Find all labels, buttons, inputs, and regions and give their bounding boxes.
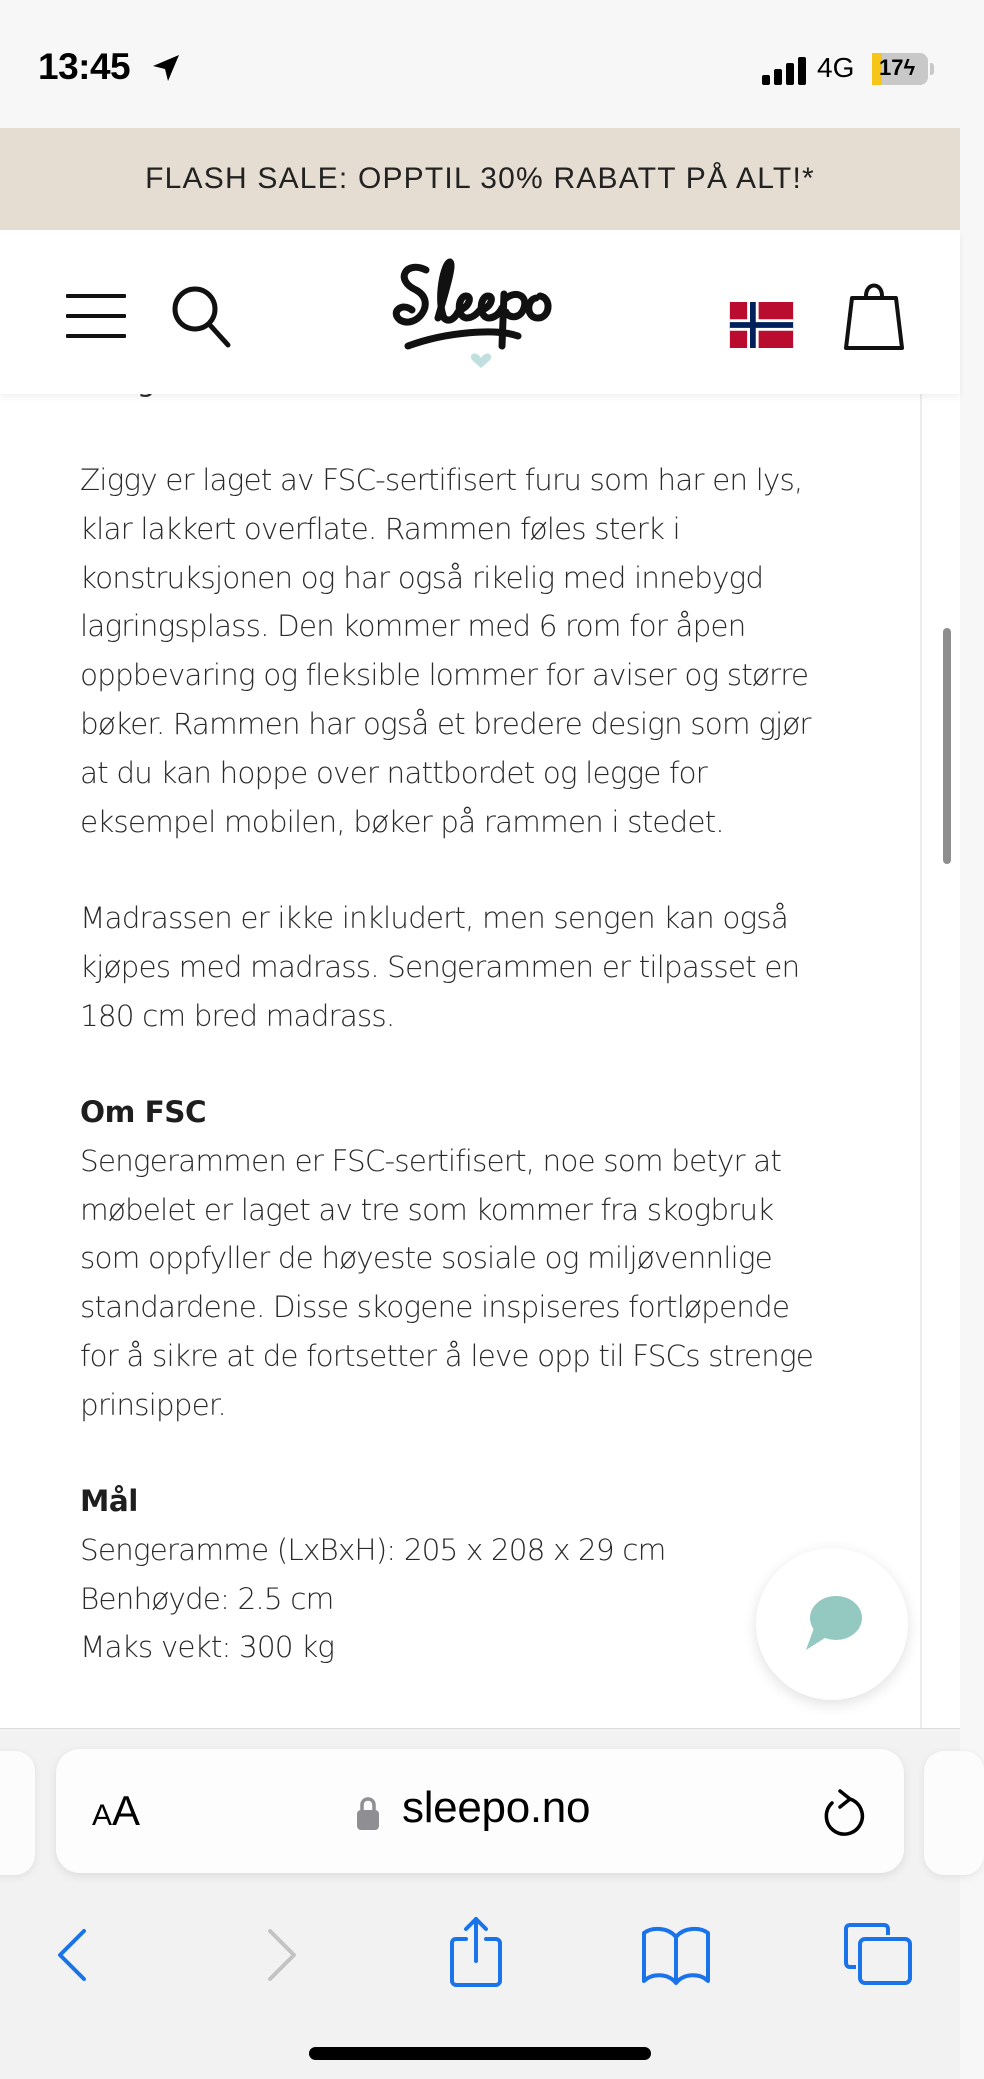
lock-icon <box>356 1795 380 1831</box>
search-icon[interactable] <box>168 282 234 348</box>
hamburger-menu-icon[interactable] <box>66 294 126 338</box>
status-bar <box>0 0 960 128</box>
promo-text: FLASH SALE: OPPTIL 30% RABATT PÅ ALT!* <box>145 162 815 195</box>
text-line: som oppfyller de høyeste sosiale og miljøvennlige <box>80 1241 772 1276</box>
cellular-signal-icon <box>762 57 806 85</box>
text-line: bøker. Rammen har også et bredere design som gjør <box>80 706 811 741</box>
dimension-leg-height: Benhøyde: 2.5 cm <box>80 1581 334 1616</box>
text-line: 180 cm bred madrass. <box>80 998 395 1033</box>
shopping-bag-icon[interactable] <box>842 276 906 352</box>
battery-nub <box>930 63 934 75</box>
text-line: for å sikre at de fortsetter å leve opp til FSCs strenge <box>80 1338 813 1373</box>
url-text: sleepo.no <box>402 1783 591 1832</box>
chevron-right-icon[interactable] <box>262 1927 302 1983</box>
dimension-max-weight: Maks vekt: 300 kg <box>80 1630 335 1665</box>
home-indicator[interactable] <box>309 2047 651 2060</box>
text-line: oppbevaring og fleksible lommer for aviser og større <box>80 658 809 693</box>
battery-icon <box>872 53 928 85</box>
fsc-section <box>80 1088 900 1430</box>
description-paragraph-2 <box>80 894 900 1040</box>
book-icon[interactable] <box>640 1925 712 1985</box>
promo-banner[interactable] <box>0 128 960 230</box>
right-gutter <box>922 394 960 1728</box>
address-bar[interactable] <box>56 1749 904 1873</box>
chat-bubble-icon <box>800 1592 864 1656</box>
product-description <box>0 394 920 1728</box>
text-line: eksempel mobilen, bøker på rammen i stedet. <box>80 804 724 839</box>
battery-level: 17ϟ <box>879 55 916 80</box>
text-line: klar lakkert overflate. Rammen føles sterk i <box>80 511 680 546</box>
tabs-icon[interactable] <box>842 1921 914 1987</box>
text-line: standardene. Disse skogene inspiseres fortløpende <box>80 1290 790 1325</box>
reload-icon[interactable] <box>820 1787 866 1839</box>
status-time: 13:45 <box>38 46 131 87</box>
text-line: Ziggy er laget av FSC-sertifisert furu som har en lys, <box>80 463 803 497</box>
scrollbar[interactable] <box>943 628 951 864</box>
text-line: møbelet er laget av tre som kommer fra skogbruk <box>80 1192 774 1227</box>
site-header <box>0 230 960 394</box>
text-line: lagringsplass. Den kommer med 6 rom for åpen <box>80 609 746 644</box>
text-line: at du kan hoppe over nattbordet og legge for <box>80 755 707 790</box>
safari-bottom-bar <box>0 1728 960 2079</box>
chevron-left-icon[interactable] <box>52 1927 92 1983</box>
norway-flag-icon[interactable] <box>729 302 794 348</box>
sleepo-logo[interactable] <box>386 250 576 372</box>
next-tab-peek[interactable] <box>924 1751 984 1875</box>
safari-toolbar <box>0 1901 960 2001</box>
location-arrow-icon <box>150 52 182 84</box>
share-icon[interactable] <box>448 1915 504 1989</box>
chat-button[interactable] <box>756 1548 908 1700</box>
text-line: Sengerammen er FSC-sertifisert, noe som betyr at <box>80 1143 782 1178</box>
dimensions-heading: Mål <box>80 1484 138 1518</box>
dimension-frame: Sengeramme (LxBxH): 205 x 208 x 29 cm <box>80 1532 666 1567</box>
description-paragraph-1 <box>80 456 900 846</box>
fsc-heading: Om FSC <box>80 1095 207 1129</box>
text-line: Madrassen er ikke inkludert, men sengen kan også <box>80 901 788 935</box>
network-type: 4G <box>817 52 855 83</box>
text-line: konstruksjonen og har også rikelig med innebygd <box>80 560 764 595</box>
previous-tab-peek[interactable] <box>0 1751 35 1875</box>
text-line: prinsipper. <box>80 1387 226 1422</box>
text-line: kjøpes med madrass. Sengerammen er tilpasset en <box>80 949 800 984</box>
text-size-button[interactable]: AA <box>92 1787 141 1834</box>
